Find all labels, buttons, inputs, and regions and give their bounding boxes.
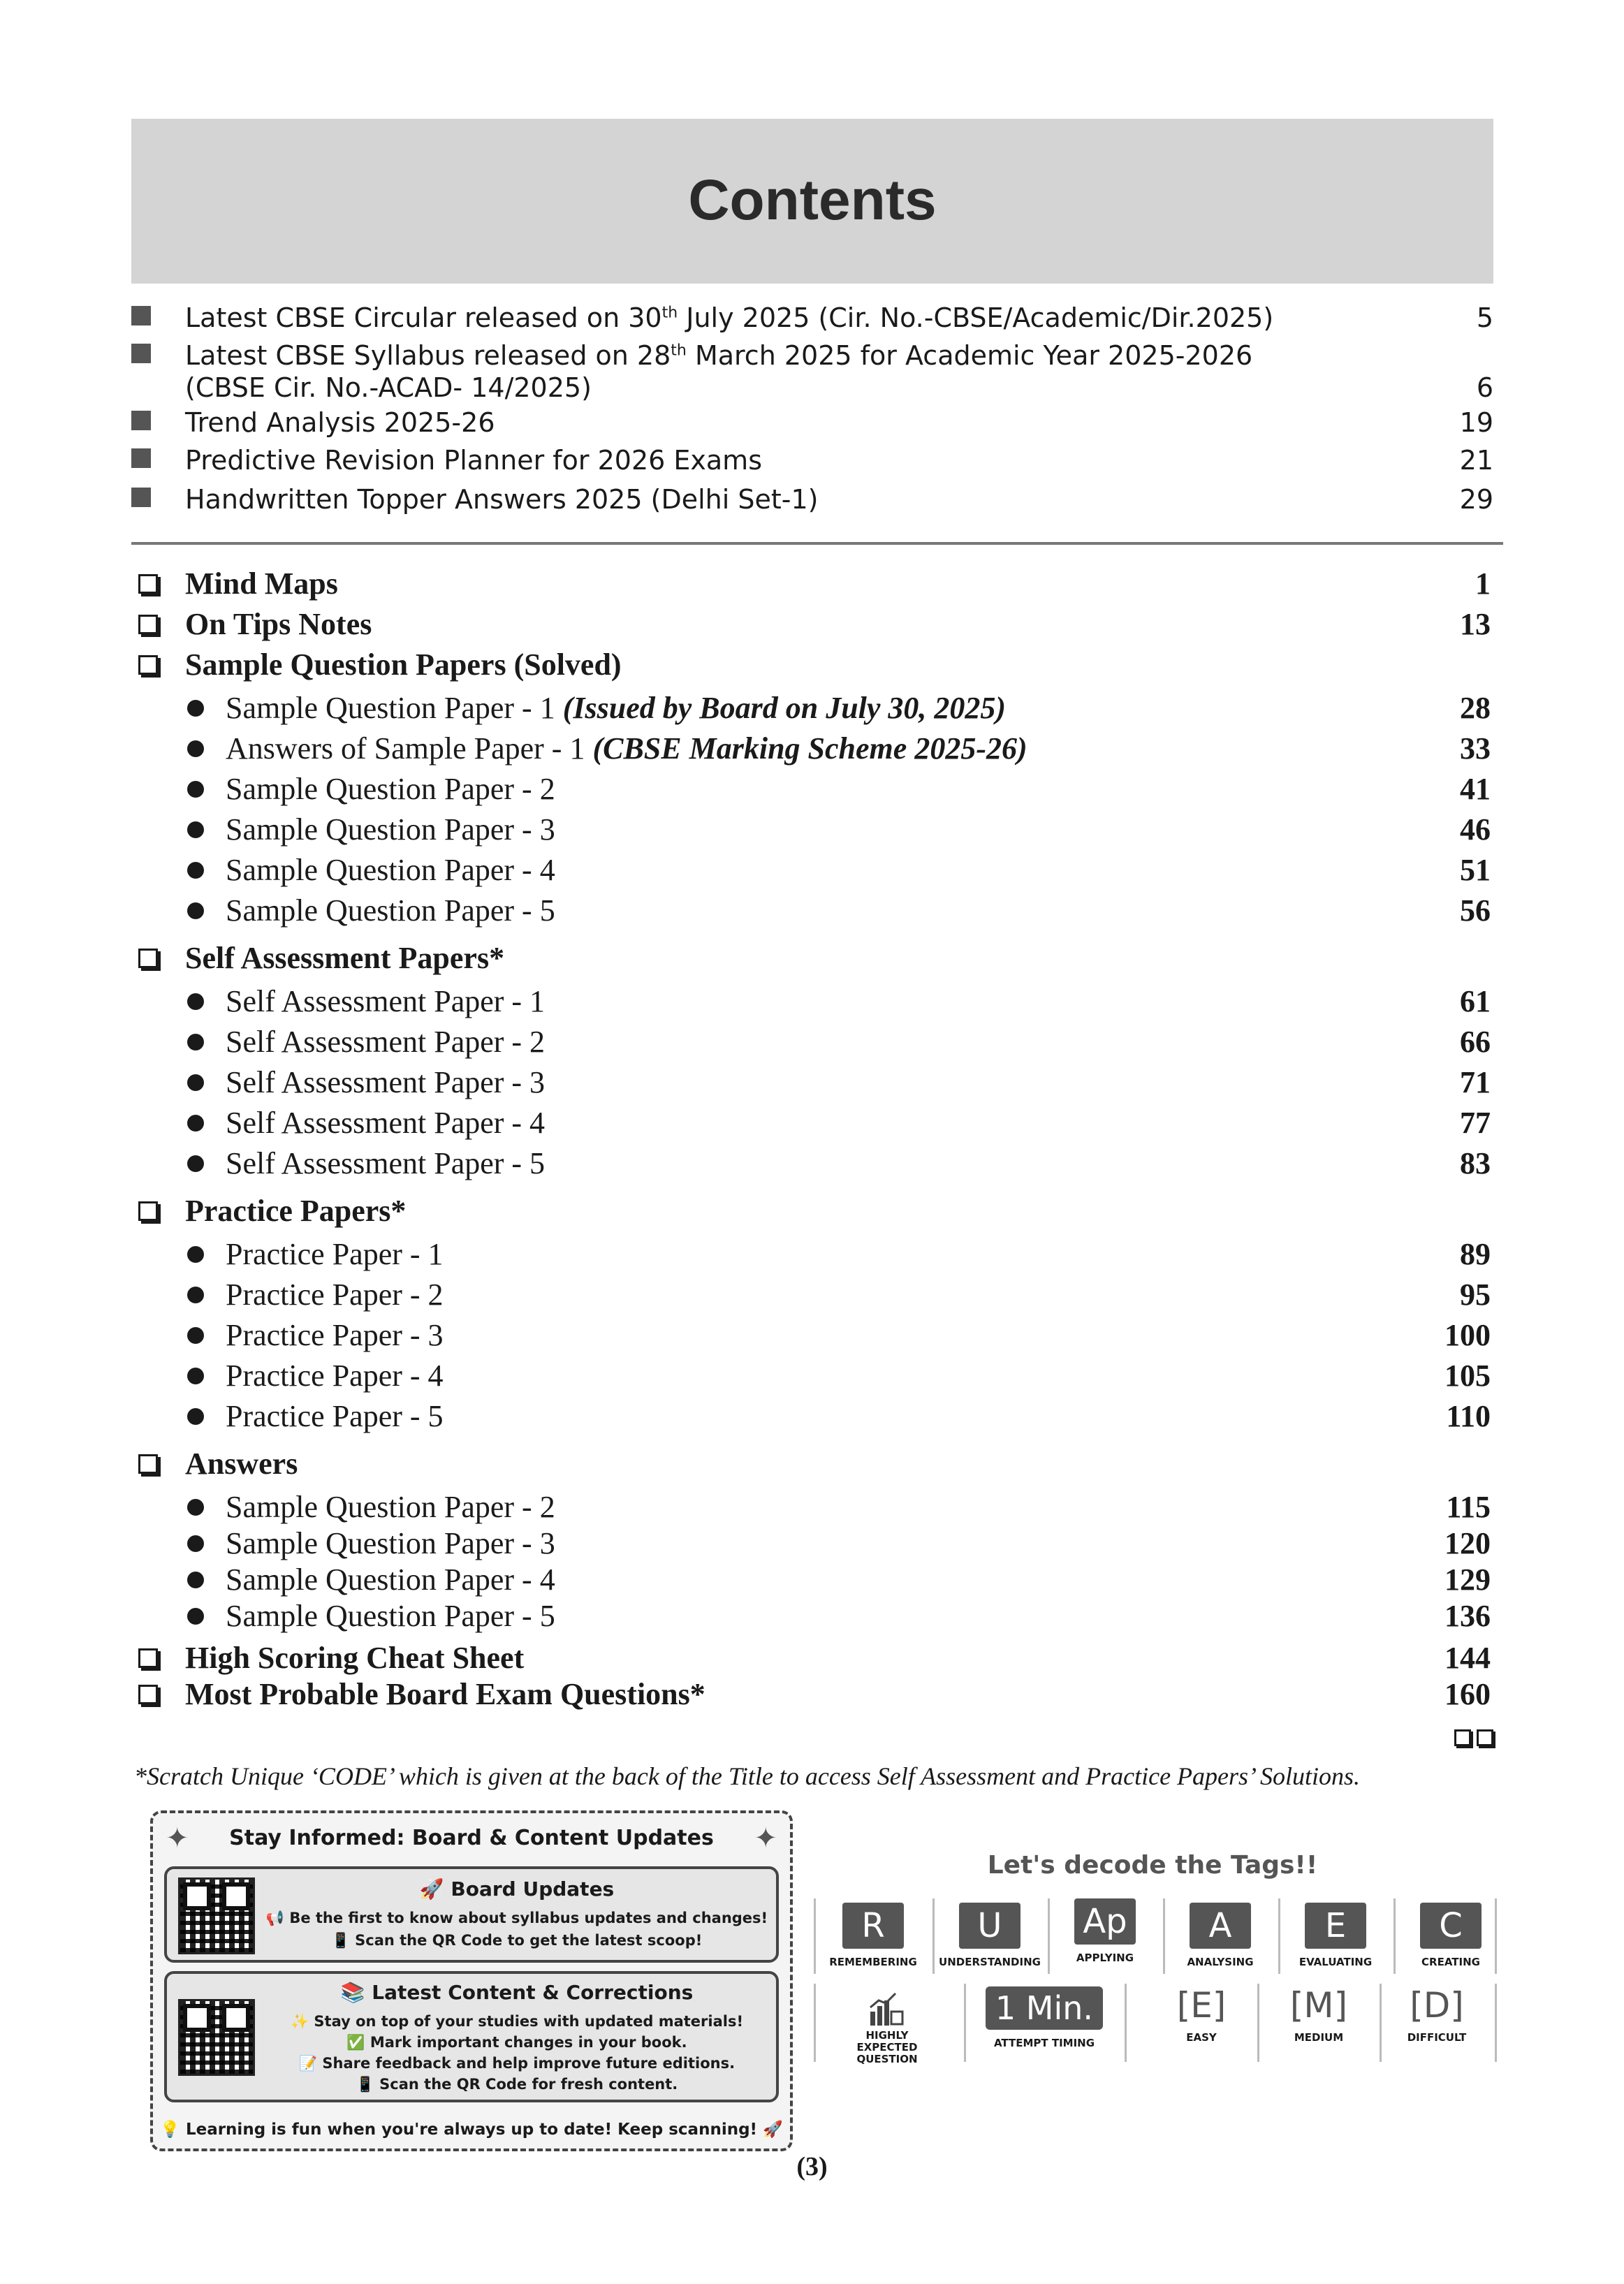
toc-entry-tips-notes[interactable]: On Tips Notes 13 — [131, 605, 1491, 644]
lightbulb-icon: 💡 — [160, 2121, 186, 2139]
square-bullet-icon — [131, 488, 151, 507]
checkbox-bullet-icon — [138, 655, 158, 675]
toc-entry-cheat-sheet[interactable]: High Scoring Cheat Sheet 144 — [131, 1639, 1491, 1678]
toc-entry[interactable]: Sample Question Paper - 1 (Issued by Board on July 30, 2025) 28 — [131, 689, 1491, 728]
content-updates-card[interactable]: 📚 Latest Content & Corrections ✨ Stay on top of your studies with updated materials! ✅ Mark important changes in your book. 📝 Share feedback and help improve future editions. 📱 Scan the QR Code for fresh content. — [164, 1971, 779, 2102]
tag-evaluating: E EVALUATING — [1280, 1903, 1391, 1979]
toc-entry[interactable]: Practice Paper - 3 100 — [131, 1316, 1491, 1355]
phone-icon: 📱 — [331, 1932, 356, 1949]
top-item[interactable]: Latest CBSE Circular released on 30th July 2025 (Cir. No.-CBSE/Academic/Dir.2025) 5 — [131, 300, 1493, 335]
page-ref: 21 — [1459, 445, 1493, 476]
square-bullet-icon — [131, 344, 151, 363]
tag-applying: Ap APPLYING — [1049, 1898, 1161, 1975]
footnote: *Scratch Unique ‘CODE’ which is given at the back of the Title to access Self Assessment and Practice Papers’ Solutions. — [134, 1762, 1361, 1790]
round-bullet-icon — [187, 1408, 204, 1425]
toc-entry[interactable]: Sample Question Paper - 5 56 — [131, 891, 1491, 930]
round-bullet-icon — [187, 1499, 204, 1516]
toc-entry[interactable]: Self Assessment Paper - 3 71 — [131, 1063, 1491, 1102]
toc-entry[interactable]: Sample Question Paper - 2 115 — [131, 1488, 1491, 1527]
round-bullet-icon — [187, 1034, 204, 1051]
check-icon: ✅ — [346, 2034, 370, 2051]
round-bullet-icon — [187, 1608, 204, 1625]
toc-entry[interactable]: Practice Paper - 5 110 — [131, 1397, 1491, 1436]
round-bullet-icon — [187, 993, 204, 1010]
page-ref: 6 — [1476, 372, 1493, 403]
checkbox-bullet-icon — [138, 1201, 158, 1221]
updates-title: Stay Informed: Board & Content Updates — [229, 1826, 714, 1850]
toc-entry[interactable]: Sample Question Paper - 4 129 — [131, 1560, 1491, 1599]
double-checkbox-icon — [1454, 1729, 1499, 1750]
round-bullet-icon — [187, 1572, 204, 1588]
toc-entry-probable-questions[interactable]: Most Probable Board Exam Questions* 160 — [131, 1675, 1491, 1714]
party-popper-icon: ✦ — [166, 1822, 189, 1854]
tag-easy: [E] EASY — [1176, 1985, 1227, 2044]
top-item[interactable]: Handwritten Topper Answers 2025 (Delhi Set-1) 29 — [131, 482, 1493, 517]
divider — [131, 542, 1503, 545]
tag-remembering: R REMEMBERING — [817, 1903, 929, 1979]
tags-title: Let's decode the Tags!! — [987, 1851, 1318, 1880]
toc-entry[interactable]: Sample Question Paper - 2 41 — [131, 770, 1491, 809]
tag-attempt-timing: 1 Min. ATTEMPT TIMING — [971, 1986, 1118, 2063]
checkbox-bullet-icon — [138, 949, 158, 968]
checkbox-bullet-icon — [138, 1648, 158, 1668]
top-item[interactable]: Latest CBSE Syllabus released on 28th March 2025 for Academic Year 2025-2026 (CBSE Cir. No.-ACAD- 14/2025) 6 — [131, 338, 1493, 408]
toc-entry[interactable]: Practice Paper - 4 105 — [131, 1356, 1491, 1396]
toc-entry[interactable]: Practice Paper - 1 89 — [131, 1235, 1491, 1274]
checkbox-bullet-icon — [138, 574, 158, 594]
top-item[interactable]: Trend Analysis 2025-26 19 — [131, 405, 1493, 440]
toc-section-practice[interactable]: Practice Papers* — [131, 1192, 1491, 1231]
pencil-icon: 📝 — [298, 2055, 323, 2072]
checkbox-bullet-icon — [138, 1685, 158, 1704]
tag-medium: [M] MEDIUM — [1289, 1985, 1348, 2044]
round-bullet-icon — [187, 1287, 204, 1303]
megaphone-icon: 📢 — [265, 1910, 290, 1926]
checkbox-bullet-icon — [138, 615, 158, 634]
square-bullet-icon — [131, 448, 151, 468]
toc-entry[interactable]: Self Assessment Paper - 2 66 — [131, 1023, 1491, 1062]
toc-entry[interactable]: Practice Paper - 2 95 — [131, 1275, 1491, 1315]
toc-entry[interactable]: Self Assessment Paper - 1 61 — [131, 982, 1491, 1021]
toc-section-sample-papers[interactable]: Sample Question Papers (Solved) — [131, 645, 1491, 685]
toc-section-self-assessment[interactable]: Self Assessment Papers* — [131, 939, 1491, 978]
tag-highly-expected: HIGHLY EXPECTED QUESTION — [824, 1991, 950, 2067]
party-popper-icon: ✦ — [754, 1822, 777, 1854]
round-bullet-icon — [187, 1074, 204, 1091]
contents-header — [131, 119, 1493, 284]
books-icon: 📚 — [340, 1981, 372, 2004]
toc-entry[interactable]: Self Assessment Paper - 4 77 — [131, 1104, 1491, 1143]
board-updates-card[interactable]: 🚀 Board Updates 📢 Be the first to know about syllabus updates and changes! 📱 Scan the QR Code to get the latest scoop! — [164, 1866, 779, 1963]
page-ref: 29 — [1459, 484, 1493, 515]
round-bullet-icon — [187, 781, 204, 798]
toc-entry[interactable]: Sample Question Paper - 4 51 — [131, 851, 1491, 890]
toc-entry[interactable]: Self Assessment Paper - 5 83 — [131, 1144, 1491, 1183]
tag-understanding: U UNDERSTANDING — [934, 1903, 1046, 1979]
phone-icon: 📱 — [356, 2076, 380, 2093]
round-bullet-icon — [187, 862, 204, 879]
qr-code-image[interactable] — [178, 1877, 255, 1954]
toc-entry[interactable]: Sample Question Paper - 3 120 — [131, 1524, 1491, 1563]
page-title: Contents — [688, 168, 937, 232]
toc-entry[interactable]: Sample Question Paper - 5 136 — [131, 1597, 1491, 1636]
page-ref: 19 — [1459, 407, 1493, 438]
page-ref: 5 — [1476, 302, 1493, 333]
qr-code-image[interactable] — [178, 1999, 255, 2076]
round-bullet-icon — [187, 700, 204, 717]
toc-entry-mind-maps[interactable]: Mind Maps 1 — [131, 564, 1491, 603]
sparkles-icon: ✨ — [290, 2013, 314, 2030]
round-bullet-icon — [187, 902, 204, 919]
toc-entry[interactable]: Sample Question Paper - 3 46 — [131, 810, 1491, 849]
round-bullet-icon — [187, 1535, 204, 1552]
round-bullet-icon — [187, 821, 204, 838]
square-bullet-icon — [131, 306, 151, 325]
checkbox-bullet-icon — [138, 1454, 158, 1474]
tag-creating: C CREATING — [1395, 1903, 1507, 1979]
toc-entry[interactable]: Answers of Sample Paper - 1 (CBSE Marking Scheme 2025-26) 33 — [131, 729, 1491, 768]
square-bullet-icon — [131, 411, 151, 430]
toc-section-answers[interactable]: Answers — [131, 1444, 1491, 1484]
round-bullet-icon — [187, 1246, 204, 1263]
tag-analysing: A ANALYSING — [1164, 1903, 1276, 1979]
round-bullet-icon — [187, 1155, 204, 1172]
rocket-icon: 🚀 — [419, 1877, 451, 1901]
round-bullet-icon — [187, 740, 204, 757]
top-item[interactable]: Predictive Revision Planner for 2026 Exams 21 — [131, 443, 1493, 478]
updates-panel: ✦ Stay Informed: Board & Content Updates ✦ 🚀 Board Updates 📢 Be the first to know about syllabus updates and changes! 📱 Scan the QR Code to get the latest scoop! 📚 Latest Content & Corrections ✨ Stay on top of your studies with updated materials! ✅ Mark important changes in your book. 📝 Share feedback and help improve future editions. 📱 Scan the QR Code for fresh content. 💡 Learning is fun when you're always up to date! Keep scanning! 🚀 — [150, 1810, 793, 2151]
rocket-icon: 🚀 — [757, 2121, 783, 2139]
round-bullet-icon — [187, 1115, 204, 1132]
round-bullet-icon — [187, 1368, 204, 1384]
bar-chart-icon — [869, 1991, 905, 2027]
tag-difficult: [D] DIFFICULT — [1407, 1985, 1467, 2044]
page-number: (3) — [796, 2152, 828, 2181]
round-bullet-icon — [187, 1327, 204, 1344]
